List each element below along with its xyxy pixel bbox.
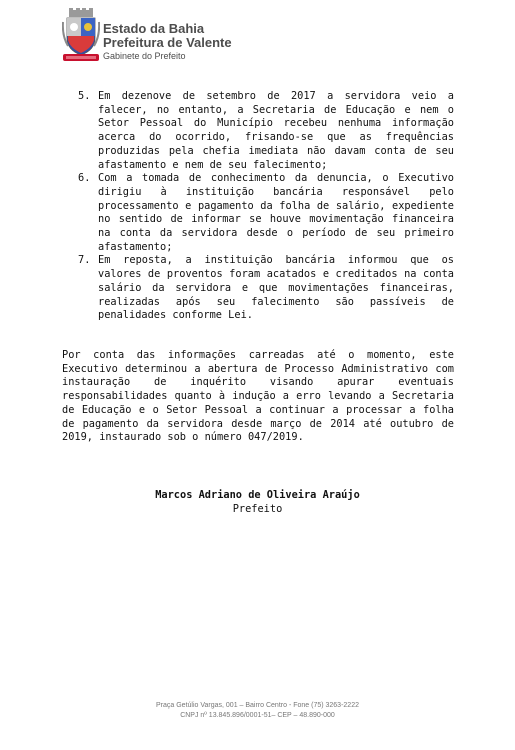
cabinet-name: Gabinete do Prefeito <box>103 51 186 61</box>
footer-cnpj: CNPJ nº 13.845.896/0001-51– CEP – 48.890-000 <box>180 712 335 719</box>
signatory-role: Prefeito <box>232 503 283 515</box>
list-item <box>78 254 454 323</box>
item-text: Com a tomada de conhecimento da denuncia, o Executivo dirigiu à instituição bancária responsável pelo processamento e pagamento da folha de salário, expediente no sentido de informar se houve movimentação financeira na conta da servidora desde o período de seu primeiro afastamento; <box>98 172 454 253</box>
signatory-name: Marcos Adriano de Oliveira Araújo <box>155 489 360 501</box>
item-text: Em reposta, a instituição bancária informou que os valores de proventos foram acatados e creditados na conta salário da servidora e que movimentações financeiras, realizadas após seu falecimento são passíveis de penalidades conforme Lei. <box>98 254 454 322</box>
item-text: Em dezenove de setembro de 2017 a servidora veio a falecer, no entanto, a Secretaria de Educação e nem o Setor Pessoal do Município recebeu nenhuma informação acerca do ocorrido, frisando-se que as frequências produzidas pela chefia imediata não davam conta de seu afastamento e nem de seu falecimento; <box>98 90 454 171</box>
item-number: 7. <box>78 254 91 267</box>
item-number: 6. <box>78 172 91 185</box>
list-item <box>78 172 454 254</box>
footer-address: Praça Getúlio Vargas, 001 – Bairro Centro - Fone (75) 3263-2222 <box>156 702 359 709</box>
prefecture-name: Prefeitura de Valente <box>103 35 232 50</box>
body-paragraph: Por conta das informações carreadas até o momento, este Executivo determinou a abertura de Processo Administrativo com instauração de inquérito visando apurar eventuais responsabilidades quanto à indução a erro levando a Secretaria de Educação e o Setor Pessoal a continuar a processar a folha de pagamento da servidora desde março de 2014 até outubro de 2019, instaurado sob o número 047/2019. <box>62 349 454 444</box>
numbered-list <box>78 90 454 323</box>
item-number: 5. <box>78 90 91 102</box>
letterhead <box>62 8 362 68</box>
list-item <box>78 90 454 172</box>
municipal-crest-icon <box>62 8 100 64</box>
state-name: Estado da Bahia <box>103 21 205 36</box>
letterhead-text <box>103 22 232 62</box>
